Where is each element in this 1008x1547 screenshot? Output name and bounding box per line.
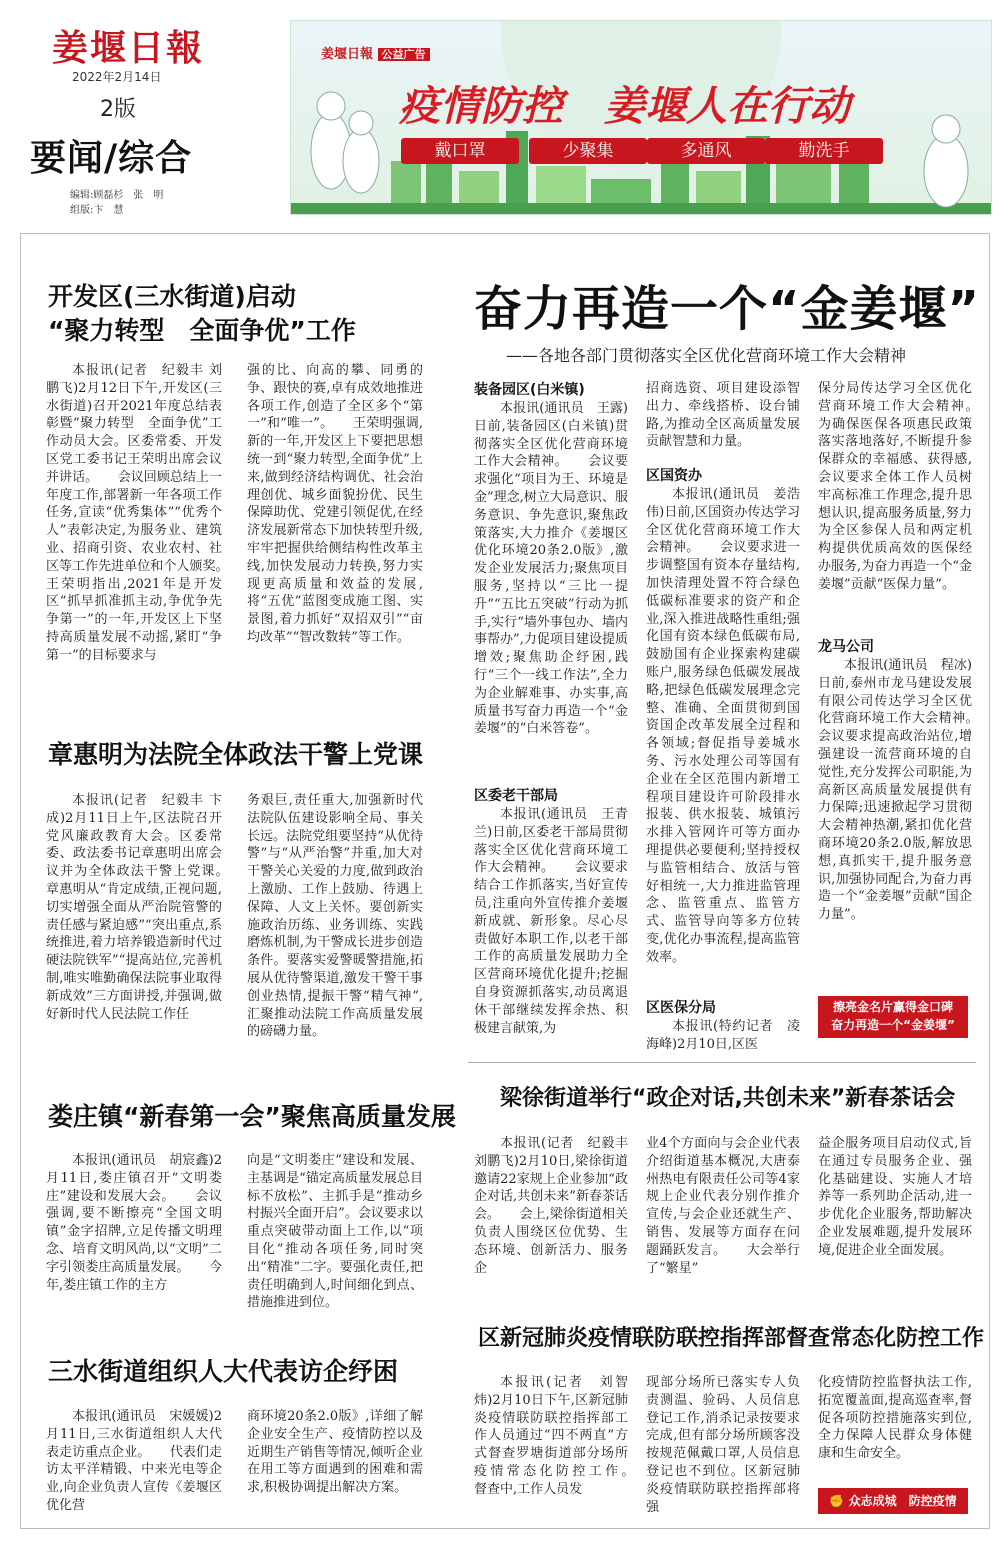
article-2-text-2: 务艰巨,责任重大,加强新时代法院队伍建设影响全局、事关长远。法院党组要坚持“从优待警”与“从严治警”并重,加大对干警关心关爱的力度,做到政治上激励、工作上鼓励、待遇上保障、人文上关怀。要创新实施政治历练、业务训练、实践磨炼机制,为干警成长进步创造条件。要落实爱警暖警措施,拓展从优待警渠道,激发干警干事创业热情,提振干警“精气神”,汇聚推动法院工作高质量发展的磅礴力量。 <box>247 793 423 1040</box>
article-4-col-2 <box>247 1408 423 1518</box>
article-1-col-2 <box>247 362 423 684</box>
lead-slogan-line-2: 奋力再造一个“金姜堰” <box>831 1018 955 1032</box>
article-3-col-1 <box>46 1152 222 1312</box>
article-1-text-2: 强的比、向高的攀、同勇的争、跟快的赛,卓有成效地推进各项工作,创造了全区多个“第一”和“唯一”。 王荣明强调,新的一年,开发区上下要把思想统一到“聚力转型,全面争优”上来,做到经济结构调优、社会治理创优、城乡面貌扮优、民生保障助优、党建引领促优,在经济发展新常态下加快转型升级,牢牢把握供给侧结构性改革主线,加快发展动力转换,努力实现更高质量和效益的发展,将“五优”蓝图变成施工图、实景图,着力抓好“双招双引”“亩均改革”“智改数转”等工作。 <box>247 363 423 645</box>
article-6-text-1: 本报讯(记者 纪毅丰 刘鹏飞)2月10日,梁徐街道邀请22家规上企业参加“政企对话,共创未来”新春茶话会。 会上,梁徐街道相关负责人围绕区位优势、生态环境、创新活力、服务企 <box>474 1136 628 1276</box>
slogan-mask: 戴口罩 <box>401 138 519 164</box>
article-1-title-line-1: 开发区(三水街道)启动 <box>48 282 296 311</box>
slogan-gathering: 少聚集 <box>529 138 647 164</box>
article-6-col-1 <box>474 1135 628 1290</box>
torch-icon: ✊ <box>829 1494 845 1508</box>
editor-line: 编辑:顾磊杉 张 明 <box>70 190 164 201</box>
article-2-col-2 <box>247 792 423 1052</box>
article-7-text-1: 本报讯(记者 刘智炜)2月10日下午,区新冠肺炎疫情联防联控指挥部工作人员通过“四不两直”方式督查罗塘街道部分场所疫情常态化防控工作。 督查中,工作人员发 <box>474 1375 628 1497</box>
paper-masthead: 姜堰日報 <box>52 27 205 69</box>
section-title: 要闻/综合 <box>30 137 193 179</box>
banner-logo-text: 姜堰日報 <box>321 47 374 62</box>
lead-col-1-text-a-box <box>474 400 628 780</box>
lead-col-1-text-a: 本报讯(通讯员 王露)日前,装备园区(白米镇)贯彻落实全区优化营商环境工作大会精神。 会议要求强化“项目为王、环境是金”理念,树立大局意识、服务意识、争先意识,聚焦政策落实,大力推介《姜堰区优化环境20条2.0版》,激发企业发展活力;聚焦项目服务,坚持以“三比一提升”“五比五突破”行动为抓手,实行“墙外事包办、墙内事帮办”,力促项目建设提质增效;聚焦助企纾困,践行“三个一线工作法”,全力为企业解难事、办实事,高质量书写奋力再造一个“金姜堰”的“白米答卷”。 <box>474 401 628 737</box>
article-2-col-1 <box>46 792 222 1052</box>
article-4-col-1 <box>46 1408 222 1518</box>
article-1-title-line-2: “聚力转型 全面争优”工作 <box>48 316 356 345</box>
lead-section-equipment-park: 装备园区(白米镇) <box>474 382 585 398</box>
lead-subtitle: ——各地各部门贯彻落实全区优化营商环境工作大会精神 <box>506 346 907 365</box>
slogan-ventilation: 多通风 <box>647 138 765 164</box>
lead-col-2-text-a-box <box>646 486 800 986</box>
lead-divider <box>468 1062 976 1063</box>
public-service-banner <box>290 20 992 215</box>
article-6-col-2 <box>646 1135 800 1290</box>
lead-col-2-text-a: 本报讯(通讯员 姜浩伟)日前,区国资办传达学习全区优化营商环境工作大会精神。 会议要求进一步调整国有资本存量结构,加快清理处置不符合绿色低碳标准要求的资产和企业,深入推进战略性重组;强化国有资本绿色低碳布局,鼓励国有企业探索构建碳账户,服务绿色低碳发展战略,把绿色低碳发展理念完整、准确、全面贯彻到国资国企改革发展全过程和各领域;督促指导姜城水务、污水处理公司等国有企业在全区范围内新增工程项目建设许可阶段排水报装、供水报装、城镇污水排入管网许可等方面办理提供必要便利;坚持授权与监管相结合、放活与管好相统一,大力推进监管理念、监管重点、监管方式、监管导向等多方位转变,优化办事流程,提高监管效率。 <box>646 487 800 965</box>
layout-line: 组版:卞 慧 <box>70 205 124 216</box>
banner-title: 疫情防控 姜堰人在行动 <box>399 82 850 130</box>
lead-col-3-text-a-box <box>818 657 972 977</box>
lead-col-3-text-a: 本报讯(通讯员 程冰)日前,泰州市龙马建设发展有限公司传达学习全区优化营商环境工作大会精神。 会议要求提高政治站位,增强建设一流营商环境的自觉性,充分发挥公司职能,为高新区高质量发展提供有力保障;迅速掀起学习贯彻大会精神热潮,紧扣优化营商环境20条2.0版,解放思想,真抓实干,提升服务意识,加强协同配合,为奋力再造一个“金姜堰”贡献“国企力量”。 <box>818 658 972 923</box>
lead-headline: 奋力再造一个“金姜堰” <box>474 281 981 337</box>
article-7-text-2: 现部分场所已落实专人负责测温、验码、人员信息登记工作,消杀记录按要求完成,但有部分场所顾客没按规范佩戴口罩,人员信息登记也不到位。区新冠肺炎疫情联防联控指挥部将强 <box>646 1375 800 1514</box>
article-1-headline <box>48 280 356 348</box>
lead-col-3-text-0: 保分局传达学习全区优化营商环境工作大会精神。 为确保医保各项惠民政策落实落地落好,不断提升参保群众的幸福感、获得感,会议要求全体工作人员树牢高标准工作理念,提升思想认识,提高服务质量,努力为全区参保人员和两定机构提供优质高效的医保经办服务,为奋力再造一个“金姜堰”贡献“医保力量”。 <box>818 381 972 592</box>
article-7-text-3: 化疫情防控监督执法工作,拓宽覆盖面,提高巡查率,督促各项防控措施落实到位,全力保障人民群众身体健康和生命安全。 <box>818 1375 972 1462</box>
article-7-col-1 <box>474 1374 628 1514</box>
lead-col-3-text-0-box <box>818 380 972 625</box>
article-3-text-1: 本报讯(通讯员 胡宸鑫)2月11日,娄庄镇召开“文明娄庄”建设和发展大会。 会议强调,要不断擦亮“全国文明镇”金字招牌,立足传播文明理念、培育文明风尚,以“文明”二字引领娄庄高质量发展。 今年,娄庄镇工作的主方 <box>46 1153 222 1293</box>
article-1-text-1: 本报讯(记者 纪毅丰 刘鹏飞)2月12日下午,开发区(三水街道)召开2021年度总结表彰暨“聚力转型 全面争优”工作动员大会。区委常委、开发区党工委书记王荣明出席会议并讲话。 会议回顾总结上一年度工作,部署新一年各项工作任务,宣读“优秀集体”“优秀个人”表彰决定,为服务业、建筑业、招商引资、农业农村、社区等工作先进单位和个人颁奖。 王荣明指出,2021年是开发区“抓早抓准抓主动,争优争先争第一”的一年,开发区上下坚持高质量发展不动摇,紧盯“争第一”的目标要求与 <box>46 363 222 663</box>
lead-col-1-text-b: 本报讯(通讯员 王青兰)日前,区委老干部局贯彻落实全区优化营商环境工作大会精神。 会议要求结合工作抓落实,当好宣传员,注重向外宣传推介姜堰新成就、新形象。尽心尽责做好本职工作,以老干部工作的高质量发展助力全区营商环境优化提升;挖掘自身资源抓落实,动员离退休干部继续发挥余热、积极建言献策,为 <box>474 807 628 1036</box>
article-7-col-3 <box>818 1374 972 1464</box>
lead-section-veteran-cadres: 区委老干部局 <box>474 788 558 804</box>
epidemic-badge <box>818 1488 968 1514</box>
lead-col-3 <box>818 380 972 977</box>
lead-col-2-text-0: 招商选资、项目建设添智出力、牵线搭桥、设台铺路,为推动全区高质量发展贡献智慧和力量。 <box>646 381 800 450</box>
lead-section-longma: 龙马公司 <box>818 639 874 655</box>
article-6-headline: 梁徐街道举行“政企对话,共创未来”新春茶话会 <box>500 1086 956 1111</box>
lead-col-2-text-0-box <box>646 380 800 452</box>
lead-section-state-assets: 区国资办 <box>646 468 702 484</box>
epidemic-badge-text: 众志成城 防控疫情 <box>848 1494 957 1508</box>
issue-date: 2022年2月14日 <box>72 70 162 84</box>
slogan-handwash: 勤洗手 <box>765 138 883 164</box>
lead-section-medical-insurance: 区医保分局 <box>646 1000 716 1016</box>
banner-tag: 公益广告 <box>378 48 430 61</box>
lead-col-2-text-b-box <box>646 1018 800 1054</box>
health-worker-right <box>924 115 968 207</box>
article-4-text-1: 本报讯(通讯员 宋媛媛)2月11日,三水街道组织人大代表走访重点企业。 代表们走访太平洋精锻、中来光电等企业,向企业负责人宣传《姜堰区优化营 <box>46 1409 222 1513</box>
lead-slogan-line-1: 擦亮金名片赢得金口碑 <box>832 1000 953 1014</box>
lead-col-1-text-b-box <box>474 806 628 1046</box>
article-2-headline: 章惠明为法院全体政法干警上党课 <box>48 740 424 769</box>
page-number: 2版 <box>100 97 136 122</box>
article-2-text-1: 本报讯(记者 纪毅丰 卞成)2月11日上午,区法院召开党风廉政教育大会。区委常委、政法委书记章惠明出席会议并为全体政法干警上党课。 章惠明从“肯定成绩,正视问题,切实增强全面从严治院管警的责任感与紧迫感”“突出重点,系统推进,着力培养锻造新时代过硬法院铁军”“提高站位,完善机制,唯实唯勤确保法院事业取得新成效”三方面讲授,并强调,做好新时代人民法院工作任 <box>46 793 222 1022</box>
article-1-col-1 <box>46 362 222 684</box>
article-3-headline: 娄庄镇“新春第一会”聚焦高质量发展 <box>48 1102 456 1131</box>
article-7-headline: 区新冠肺炎疫情联防联控指挥部督查常态化防控工作 <box>478 1326 985 1351</box>
article-4-text-2: 商环境20条2.0版》,详细了解企业安全生产、疫情防控以及近期生产销售等情况,倾听企业在用工等方面遇到的困难和需求,积极协调提出解决方案。 <box>247 1409 423 1496</box>
lead-slogan-box <box>818 996 968 1038</box>
article-6-text-3: 益企服务项目启动仪式,旨在通过专员服务企业、强化基础建设、实施人才培养等一系列助企活动,进一步优化企业服务,帮助解决企业发展难题,提升发展环境,促进企业全面发展。 <box>818 1136 972 1258</box>
lead-col-2-text-b: 本报讯(特约记者 凌海峰)2月10日,区医 <box>646 1019 800 1052</box>
article-6-text-2: 业4个方面向与会企业代表介绍街道基本概况,大唐泰州热电有限责任公司等4家规上企业代表分别作推介宣传,与会企业还就生产、销售、发展等方面存在问题踊跃发言。 大会举行了“繁星” <box>646 1136 800 1276</box>
health-worker-left <box>311 92 379 193</box>
article-6-col-3 <box>818 1135 972 1290</box>
article-7-col-2 <box>646 1374 800 1514</box>
article-4-headline: 三水街道组织人大代表访企纾困 <box>48 1357 399 1386</box>
lead-col-2 <box>646 380 800 1054</box>
editors-credit <box>70 188 163 218</box>
article-3-text-2: 向是“文明娄庄”建设和发展、主基调是“锚定高质量发展总目标不放松”、主抓手是“推动乡村振兴全面开启”。会议要求以重点突破带动面上工作,以“项目化”推动各项任务,同时突出“精准”二字。要强化责任,把责任明确到人,时间细化到点、措施推进到位。 <box>247 1153 423 1311</box>
article-3-col-2 <box>247 1152 423 1312</box>
banner-logo <box>321 43 430 62</box>
lead-col-1 <box>474 380 628 1046</box>
